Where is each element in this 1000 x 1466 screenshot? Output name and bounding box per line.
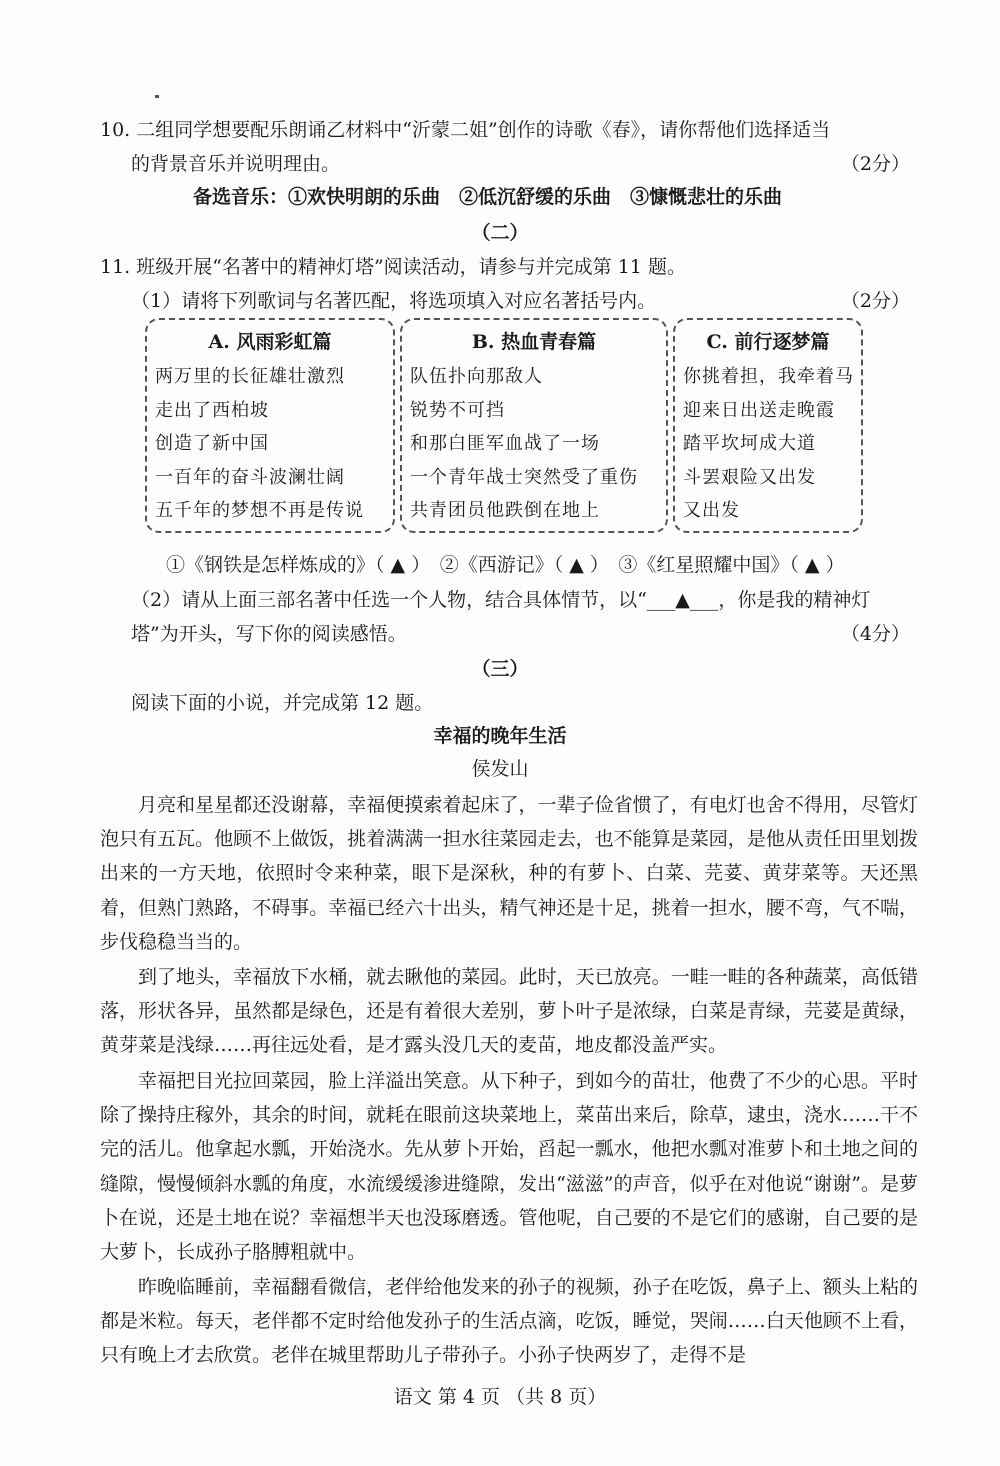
section-2-heading: （二）: [471, 222, 529, 244]
lyric-line: 共青团员他跌倒在地上: [410, 500, 600, 521]
lyric-line: 踏平坎坷成大道: [683, 433, 816, 454]
q11-part2-score: （4分）: [840, 623, 910, 645]
q11-stem: 11. 班级开展“名著中的精神灯塔”阅读活动，请参与并完成第 11 题。: [100, 256, 686, 278]
q10-line1: 10. 二组同学想要配乐朗诵乙材料中“沂蒙二姐”创作的诗歌《春》，请你帮他们选择适当: [100, 119, 831, 141]
q11-part2-line2: 塔”为开头，写下你的阅读感悟。: [131, 623, 407, 645]
page-footer: 语文 第 4 页 （共 8 页）: [393, 1386, 607, 1408]
lyric-line: 和那白匪军血战了一场: [410, 433, 600, 454]
lyric-line: 迎来日出送走晚霞: [683, 399, 835, 421]
lyric-box-b: [400, 318, 668, 533]
lyric-box-c: [673, 318, 863, 533]
lyric-box-a-title: A. 风雨彩虹篇: [208, 331, 332, 353]
q11-book-matches: ①《钢铁是怎样炼成的》（ ▲ ） ②《西游记》（ ▲ ） ③《红星照耀中国》（ ▲ ）: [166, 554, 845, 576]
scan-speck: [155, 95, 159, 98]
lyric-line: 走出了西柏坡: [155, 399, 269, 421]
lyric-line: 五千年的梦想不再是传说: [155, 500, 364, 521]
story-paragraph-2: 到了地头，幸福放下水桶，就去瞅他的菜园。此时，天已放亮。一畦一畦的各种蔬菜，高低错落，形状各异，虽然都是绿色，还是有着很大差别，萝卜叶子是浓绿，白菜是青绿，芫荽是黄绿，黄芽菜是浅绿……再往远处看，是才露头没几天的麦苗，地皮都没盖严实。: [100, 966, 918, 1057]
story-paragraph-1: 月亮和星星都还没谢幕，幸福便摸索着起床了，一辈子俭省惯了，有电灯也舍不得用，尽管灯泡只有五瓦。他顾不上做饭，挑着满满一担水往菜园走去，也不能算是菜园，是他从责任田里划拨出来的一方天地，依照时令来种菜，眼下是深秋，种的有萝卜、白菜、芫荽、黄芽菜等。天还黑着，但熟门熟路，不碍事。幸福已经六十出头，精气神还是十足，挑着一担水，腰不弯，气不喘，步伐稳稳当当的。: [100, 794, 918, 953]
q10-line2: 的背景音乐并说明理由。: [131, 153, 341, 175]
story-title: 幸福的晚年生活: [433, 725, 567, 747]
lyric-box-b-title: B. 热血青春篇: [471, 331, 597, 353]
lyric-line: 一个青年战士突然受了重伤: [410, 466, 638, 488]
section-3-heading: （三）: [471, 658, 529, 680]
lyric-line: 两万里的长征雄壮激烈: [155, 366, 345, 387]
lyric-line: 锐势不可挡: [410, 399, 505, 421]
q10-music-options: 备选音乐：①欢快明朗的乐曲 ②低沉舒缓的乐曲 ③慷慨悲壮的乐曲: [193, 186, 783, 208]
story-author: 侯发山: [471, 758, 529, 780]
lyric-line: 创造了新中国: [155, 433, 269, 454]
lyric-box-a: [145, 318, 395, 533]
lyric-box-c-title: C. 前行逐梦篇: [706, 331, 830, 353]
reading-intro: 阅读下面的小说，并完成第 12 题。: [131, 692, 434, 714]
q10-score: （2分）: [840, 153, 910, 175]
story-paragraph-4: 昨晚临睡前，幸福翻看微信，老伴给他发来的孙子的视频，孙子在吃饭，鼻子上、额头上粘的都是米粒。每天，老伴都不定时给他发孙子的生活点滴，吃饭，睡觉，哭闹……白天他顾不上看，只有晚上才去欣赏。老伴在城里帮助儿子带孙子。小孙子快两岁了，走得不是: [100, 1276, 918, 1367]
lyric-line: 一百年的奋斗波澜壮阔: [155, 466, 345, 488]
q11-part2-line1: （2）请从上面三部名著中任选一个人物，结合具体情节，以“___▲___，你是我的精神灯: [131, 589, 871, 611]
q11-part1: （1）请将下列歌词与名著匹配，将选项填入对应名著括号内。: [131, 290, 657, 312]
lyric-line: 又出发: [683, 500, 740, 521]
story-paragraph-3: 幸福把目光拉回菜园，脸上洋溢出笑意。从下种子，到如今的苗壮，他费了不少的心思。平时除了操持庄稼外，其余的时间，就耗在眼前这块菜地上，菜苗出来后，除草，逮虫，浇水……干不完的活儿。他拿起水瓢，开始浇水。先从萝卜开始，舀起一瓢水，他把水瓢对准萝卜和土地之间的缝隙，慢慢倾斜水瓢的角度，水流缓缓渗进缝隙，发出“滋滋”的声音，似乎在对他说“谢谢”。是萝卜在说，还是土地在说？幸福想半天也没琢磨透。管他呢，自己要的不是它们的感谢，自己要的是大萝卜，长成孙子胳膊粗就中。: [100, 1070, 918, 1264]
lyric-line: 队伍扑向那敌人: [410, 366, 543, 387]
q11-part1-score: （2分）: [840, 290, 910, 312]
lyric-line: 斗罢艰险又出发: [683, 466, 816, 488]
lyric-line: 你挑着担，我牵着马: [683, 366, 854, 387]
